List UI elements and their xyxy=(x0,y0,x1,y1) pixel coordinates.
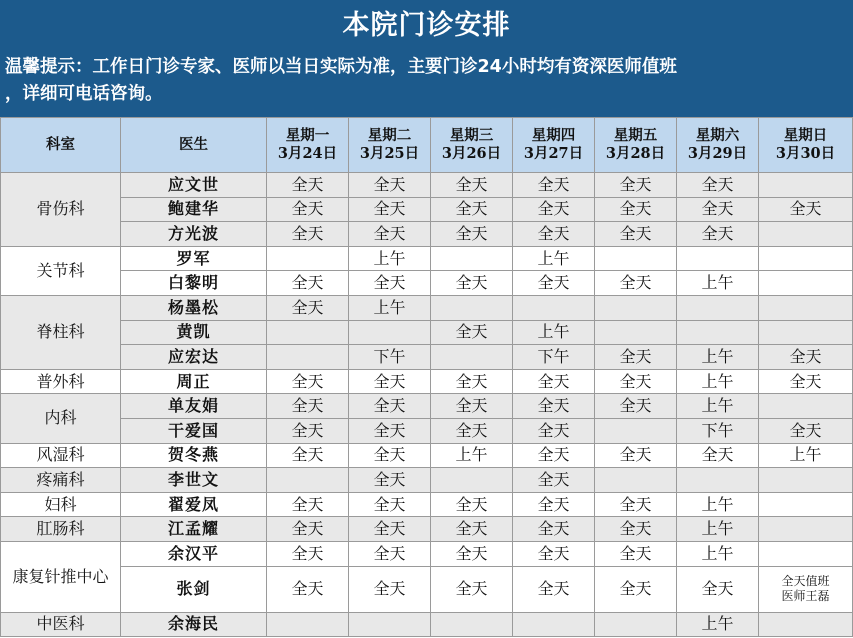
schedule-cell: 全天 xyxy=(595,517,677,542)
schedule-cell: 全天 xyxy=(595,173,677,198)
doctor-cell: 罗军 xyxy=(121,246,267,271)
schedule-cell: 全天 xyxy=(595,345,677,370)
schedule-cell: 全天值班 医师王磊 xyxy=(759,566,853,612)
schedule-cell: 全天 xyxy=(513,418,595,443)
doctor-cell: 黄凯 xyxy=(121,320,267,345)
schedule-cell: 全天 xyxy=(267,295,349,320)
doctor-cell: 余海民 xyxy=(121,612,267,637)
table-row xyxy=(1,541,853,566)
schedule-cell: 上午 xyxy=(349,246,431,271)
schedule-cell xyxy=(267,468,349,493)
schedule-cell: 全天 xyxy=(267,369,349,394)
schedule-cell: 全天 xyxy=(513,517,595,542)
schedule-cell: 全天 xyxy=(431,173,513,198)
schedule-cell xyxy=(349,320,431,345)
header-day: 星期二 3月25日 xyxy=(349,118,431,173)
schedule-cell: 全天 xyxy=(595,197,677,222)
schedule-cell: 全天 xyxy=(349,443,431,468)
schedule-cell xyxy=(595,612,677,637)
schedule-cell: 全天 xyxy=(349,197,431,222)
schedule-cell xyxy=(595,295,677,320)
schedule-cell: 全天 xyxy=(431,394,513,419)
schedule-cell xyxy=(267,320,349,345)
table-row xyxy=(1,566,853,612)
doctor-cell: 翟爱凤 xyxy=(121,492,267,517)
schedule-cell: 全天 xyxy=(267,197,349,222)
schedule-cell: 全天 xyxy=(595,271,677,296)
doctor-cell: 单友娟 xyxy=(121,394,267,419)
schedule-body xyxy=(1,173,853,637)
schedule-cell: 上午 xyxy=(431,443,513,468)
schedule-cell xyxy=(267,246,349,271)
schedule-cell: 全天 xyxy=(595,394,677,419)
table-row xyxy=(1,222,853,247)
page-title: 本院门诊安排 xyxy=(0,0,853,51)
schedule-cell xyxy=(759,468,853,493)
table-row xyxy=(1,394,853,419)
schedule-cell: 全天 xyxy=(595,369,677,394)
schedule-cell xyxy=(431,295,513,320)
schedule-cell: 全天 xyxy=(513,197,595,222)
schedule-cell: 全天 xyxy=(349,369,431,394)
schedule-cell: 上午 xyxy=(513,320,595,345)
schedule-cell xyxy=(677,246,759,271)
dept-cell: 肛肠科 xyxy=(1,517,121,542)
clinic-schedule-table xyxy=(0,117,853,637)
schedule-cell: 全天 xyxy=(677,222,759,247)
schedule-cell xyxy=(595,320,677,345)
schedule-cell: 全天 xyxy=(677,173,759,198)
schedule-cell: 全天 xyxy=(431,541,513,566)
schedule-cell: 全天 xyxy=(513,369,595,394)
table-row xyxy=(1,468,853,493)
schedule-cell: 上午 xyxy=(677,369,759,394)
schedule-cell: 上午 xyxy=(677,394,759,419)
schedule-cell: 全天 xyxy=(349,492,431,517)
schedule-cell xyxy=(513,612,595,637)
doctor-cell: 贺冬燕 xyxy=(121,443,267,468)
schedule-cell: 全天 xyxy=(431,369,513,394)
schedule-cell xyxy=(677,468,759,493)
table-row xyxy=(1,418,853,443)
schedule-cell: 全天 xyxy=(677,443,759,468)
schedule-cell xyxy=(431,468,513,493)
schedule-cell: 全天 xyxy=(349,541,431,566)
schedule-cell xyxy=(349,612,431,637)
schedule-cell: 下午 xyxy=(513,345,595,370)
schedule-cell: 下午 xyxy=(349,345,431,370)
schedule-cell: 全天 xyxy=(513,394,595,419)
schedule-cell xyxy=(759,295,853,320)
table-row xyxy=(1,173,853,198)
schedule-cell xyxy=(759,271,853,296)
schedule-cell: 全天 xyxy=(513,443,595,468)
dept-cell: 内科 xyxy=(1,394,121,443)
doctor-cell: 江孟耀 xyxy=(121,517,267,542)
dept-cell: 中医科 xyxy=(1,612,121,637)
header-day: 星期日 3月30日 xyxy=(759,118,853,173)
schedule-cell xyxy=(267,345,349,370)
schedule-cell: 全天 xyxy=(267,541,349,566)
header-day: 星期五 3月28日 xyxy=(595,118,677,173)
header-day: 星期三 3月26日 xyxy=(431,118,513,173)
schedule-cell: 全天 xyxy=(677,566,759,612)
schedule-cell: 全天 xyxy=(431,197,513,222)
dept-cell: 骨伤科 xyxy=(1,173,121,247)
schedule-cell xyxy=(431,345,513,370)
table-row xyxy=(1,271,853,296)
schedule-cell: 上午 xyxy=(513,246,595,271)
table-row xyxy=(1,369,853,394)
notice-line-2: ，详细可电话咨询。 xyxy=(5,84,163,104)
schedule-cell: 全天 xyxy=(431,566,513,612)
schedule-cell: 全天 xyxy=(349,566,431,612)
dept-cell: 普外科 xyxy=(1,369,121,394)
notice-banner xyxy=(0,51,853,117)
schedule-cell xyxy=(677,320,759,345)
schedule-cell: 上午 xyxy=(677,612,759,637)
table-row xyxy=(1,295,853,320)
header-day: 星期四 3月27日 xyxy=(513,118,595,173)
table-row xyxy=(1,246,853,271)
doctor-cell: 周正 xyxy=(121,369,267,394)
schedule-cell xyxy=(759,173,853,198)
schedule-cell: 全天 xyxy=(513,222,595,247)
schedule-cell xyxy=(759,320,853,345)
table-row xyxy=(1,197,853,222)
schedule-cell: 全天 xyxy=(267,418,349,443)
schedule-cell: 全天 xyxy=(759,369,853,394)
schedule-cell xyxy=(677,295,759,320)
schedule-cell: 全天 xyxy=(595,492,677,517)
schedule-cell: 全天 xyxy=(431,418,513,443)
schedule-cell xyxy=(759,246,853,271)
schedule-cell xyxy=(595,246,677,271)
schedule-cell: 全天 xyxy=(431,271,513,296)
schedule-cell xyxy=(267,612,349,637)
doctor-cell: 杨墨松 xyxy=(121,295,267,320)
table-row xyxy=(1,517,853,542)
schedule-cell: 全天 xyxy=(513,541,595,566)
doctor-cell: 张剑 xyxy=(121,566,267,612)
schedule-cell xyxy=(431,612,513,637)
schedule-cell xyxy=(595,418,677,443)
schedule-cell xyxy=(759,222,853,247)
schedule-cell: 全天 xyxy=(267,517,349,542)
schedule-cell: 上午 xyxy=(349,295,431,320)
schedule-cell: 全天 xyxy=(267,271,349,296)
schedule-cell: 全天 xyxy=(349,394,431,419)
schedule-cell: 全天 xyxy=(267,173,349,198)
schedule-cell: 上午 xyxy=(677,541,759,566)
schedule-cell: 全天 xyxy=(267,492,349,517)
schedule-cell: 全天 xyxy=(349,418,431,443)
schedule-cell: 全天 xyxy=(513,492,595,517)
schedule-cell xyxy=(759,492,853,517)
schedule-cell: 全天 xyxy=(595,443,677,468)
doctor-cell: 鲍建华 xyxy=(121,197,267,222)
doctor-cell: 应宏达 xyxy=(121,345,267,370)
schedule-cell: 全天 xyxy=(513,271,595,296)
header-day: 星期一 3月24日 xyxy=(267,118,349,173)
header-day: 星期六 3月29日 xyxy=(677,118,759,173)
schedule-cell: 上午 xyxy=(677,271,759,296)
doctor-cell: 余汉平 xyxy=(121,541,267,566)
dept-cell: 康复针推中心 xyxy=(1,541,121,612)
schedule-cell xyxy=(759,517,853,542)
schedule-cell: 全天 xyxy=(595,222,677,247)
schedule-cell: 全天 xyxy=(431,517,513,542)
notice-line-1: 温馨提示：工作日门诊专家、医师以当日实际为准，主要门诊24小时均有资深医师值班 xyxy=(5,57,677,77)
table-row xyxy=(1,320,853,345)
schedule-cell: 全天 xyxy=(513,173,595,198)
schedule-cell: 上午 xyxy=(677,492,759,517)
schedule-cell: 全天 xyxy=(349,517,431,542)
schedule-cell xyxy=(759,394,853,419)
schedule-cell: 全天 xyxy=(431,222,513,247)
schedule-cell: 全天 xyxy=(595,541,677,566)
dept-cell: 关节科 xyxy=(1,246,121,295)
schedule-cell: 全天 xyxy=(513,468,595,493)
dept-cell: 疼痛科 xyxy=(1,468,121,493)
schedule-cell: 全天 xyxy=(759,197,853,222)
schedule-cell: 全天 xyxy=(267,566,349,612)
schedule-cell xyxy=(759,541,853,566)
schedule-cell: 全天 xyxy=(267,222,349,247)
schedule-cell: 全天 xyxy=(431,320,513,345)
schedule-cell: 全天 xyxy=(349,271,431,296)
header-doctor: 医生 xyxy=(121,118,267,173)
schedule-cell: 全天 xyxy=(349,173,431,198)
dept-cell: 妇科 xyxy=(1,492,121,517)
schedule-cell xyxy=(431,246,513,271)
schedule-cell: 全天 xyxy=(595,566,677,612)
table-row xyxy=(1,443,853,468)
header-row xyxy=(1,118,853,173)
schedule-cell: 全天 xyxy=(513,566,595,612)
schedule-cell xyxy=(513,295,595,320)
schedule-cell xyxy=(759,612,853,637)
schedule-cell: 全天 xyxy=(759,418,853,443)
schedule-cell: 全天 xyxy=(759,345,853,370)
schedule-cell xyxy=(595,468,677,493)
schedule-cell: 上午 xyxy=(677,345,759,370)
doctor-cell: 白黎明 xyxy=(121,271,267,296)
schedule-cell: 上午 xyxy=(759,443,853,468)
doctor-cell: 应文世 xyxy=(121,173,267,198)
schedule-cell: 全天 xyxy=(677,197,759,222)
table-row xyxy=(1,492,853,517)
doctor-cell: 干爱国 xyxy=(121,418,267,443)
schedule-cell: 全天 xyxy=(431,492,513,517)
table-row xyxy=(1,345,853,370)
doctor-cell: 李世文 xyxy=(121,468,267,493)
header-dept: 科室 xyxy=(1,118,121,173)
schedule-cell: 全天 xyxy=(267,443,349,468)
schedule-cell: 上午 xyxy=(677,517,759,542)
schedule-cell: 全天 xyxy=(267,394,349,419)
dept-cell: 风湿科 xyxy=(1,443,121,468)
schedule-cell: 全天 xyxy=(349,468,431,493)
schedule-cell: 下午 xyxy=(677,418,759,443)
table-row xyxy=(1,612,853,637)
doctor-cell: 方光波 xyxy=(121,222,267,247)
schedule-cell: 全天 xyxy=(349,222,431,247)
dept-cell: 脊柱科 xyxy=(1,295,121,369)
